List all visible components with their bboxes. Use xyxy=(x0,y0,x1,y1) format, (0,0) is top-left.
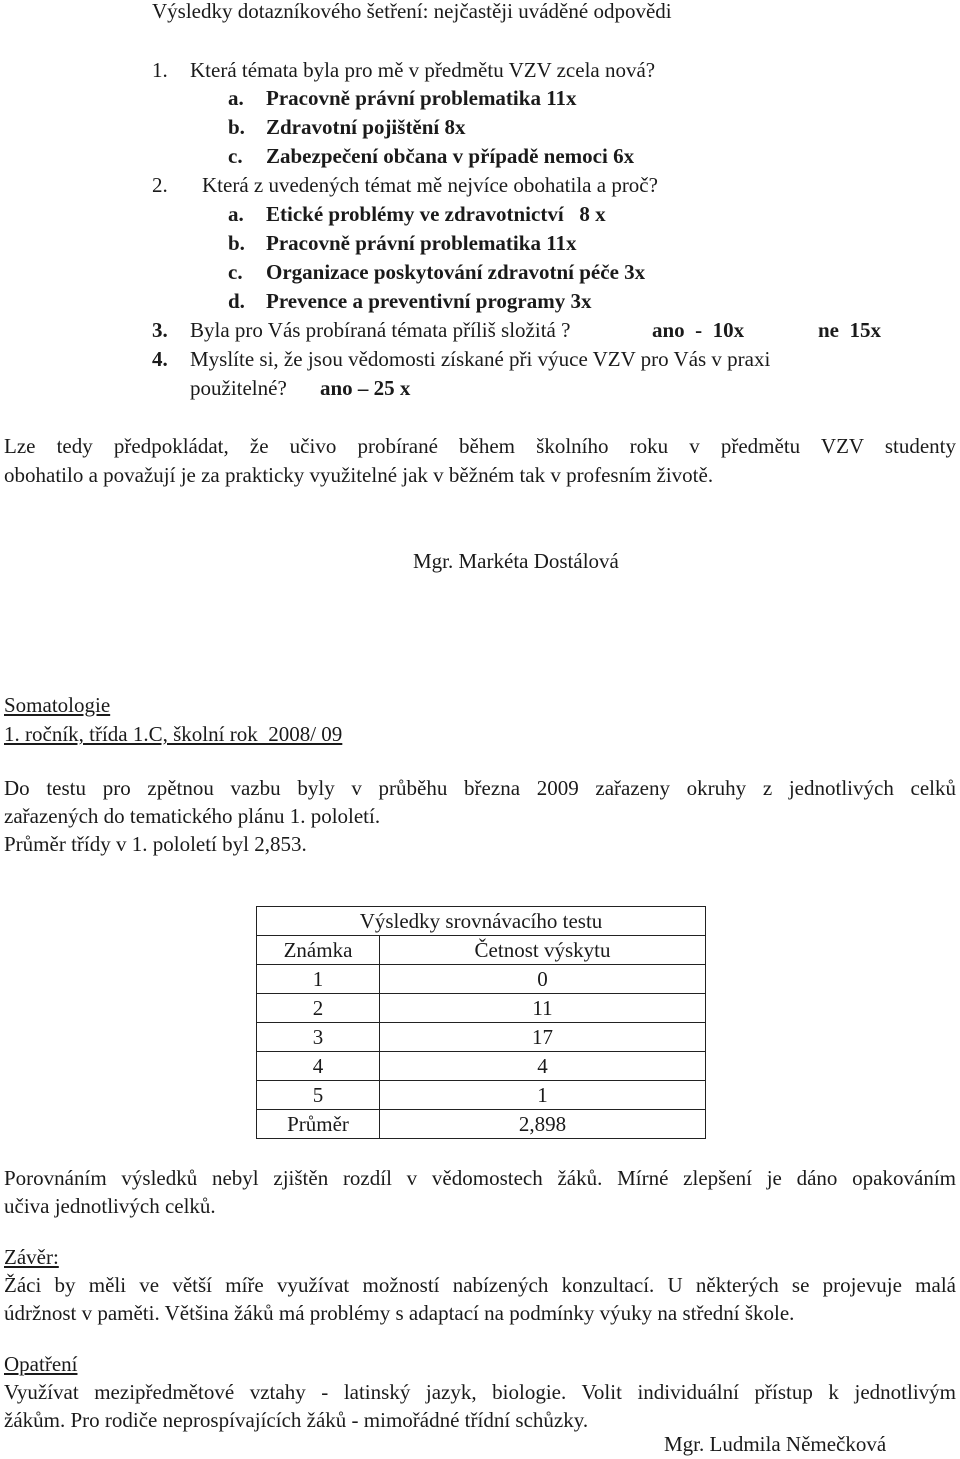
survey-heading: Výsledky dotazníkového šetření: nejčastěji uváděné odpovědi xyxy=(152,0,672,23)
table-cell-grade: 1 xyxy=(257,965,380,994)
question-3-answer-no: ne 15x xyxy=(818,318,881,342)
somatologie-intro-line1: Do testu pro zpětnou vazbu byly v průběhu března 2009 zařazeny okruhy z jednotlivých celků xyxy=(4,776,956,800)
somatologie-title: Somatologie xyxy=(4,693,111,717)
table-cell-grade: 4 xyxy=(257,1052,380,1081)
q2-answer-b-letter: b. xyxy=(228,231,245,255)
table-cell-average-label: Průměr xyxy=(257,1110,380,1139)
comparison-line1: Porovnáním výsledků nebyl zjištěn rozdíl v vědomostech žáků. Mírné zlepšení je dáno opakováním xyxy=(4,1166,956,1190)
somatologie-author: Mgr. Ludmila Němečková xyxy=(664,1432,887,1456)
table-cell-grade: 3 xyxy=(257,1023,380,1052)
opatreni-title: Opatření xyxy=(4,1352,78,1376)
results-table-header-frequency: Četnost výskytu xyxy=(380,936,706,965)
q2-answer-c: Organizace poskytování zdravotní péče 3x xyxy=(266,260,646,284)
opatreni-line2: žákům. Pro rodiče neprospívajících žáků - mimořádné třídní schůzky. xyxy=(4,1408,589,1432)
question-2-number: 2. xyxy=(152,173,168,197)
table-row xyxy=(257,994,706,1023)
question-3-text: Byla pro Vás probíraná témata příliš složitá ? xyxy=(190,318,571,342)
question-1-number: 1. xyxy=(152,58,168,82)
q2-answer-c-letter: c. xyxy=(228,260,243,284)
question-3-answer-yes: ano - 10x xyxy=(652,318,745,342)
zaver-line1: Žáci by měli ve větší míře využívat možností nabízených konzultací. U některých se projevuje malá xyxy=(4,1273,956,1297)
table-row xyxy=(257,965,706,994)
somatologie-average-text: Průměr třídy v 1. pololetí byl 2,853. xyxy=(4,832,307,856)
question-1-text: Která témata byla pro mě v předmětu VZV zcela nová? xyxy=(190,58,656,82)
table-cell-grade: 5 xyxy=(257,1081,380,1110)
results-table xyxy=(256,906,706,1139)
question-4-answer: ano – 25 x xyxy=(320,376,411,400)
table-cell-frequency: 0 xyxy=(380,965,706,994)
q1-answer-b: Zdravotní pojištění 8x xyxy=(266,115,466,139)
q2-answer-d: Prevence a preventivní programy 3x xyxy=(266,289,592,313)
comparison-line2: učiva jednotlivých celků. xyxy=(4,1194,216,1218)
table-row xyxy=(257,1052,706,1081)
zaver-title: Závěr: xyxy=(4,1245,59,1269)
survey-conclusion-line1: Lze tedy předpokládat, že učivo probírané během školního roku v předmětu VZV studenty xyxy=(4,434,956,458)
somatologie-intro-line2: zařazených do tematického plánu 1. pololetí. xyxy=(4,804,381,828)
results-table-header-row xyxy=(257,936,706,965)
opatreni-line1: Využívat mezipředmětové vztahy - latinský jazyk, biologie. Volit individuální přístup k jednotlivým xyxy=(4,1380,956,1404)
results-table-header-grade: Známka xyxy=(257,936,380,965)
q2-answer-b: Pracovně právní problematika 11x xyxy=(266,231,577,255)
table-row xyxy=(257,1023,706,1052)
q2-answer-a-letter: a. xyxy=(228,202,244,226)
survey-author: Mgr. Markéta Dostálová xyxy=(413,549,619,573)
table-row-average xyxy=(257,1110,706,1139)
table-cell-grade: 2 xyxy=(257,994,380,1023)
results-table-title: Výsledky srovnávacího testu xyxy=(257,907,706,936)
question-4-text-line2: použitelné? xyxy=(190,376,287,400)
q1-answer-c: Zabezpečení občana v případě nemoci 6x xyxy=(266,144,635,168)
question-3-number: 3. xyxy=(152,318,168,342)
table-row xyxy=(257,1081,706,1110)
zaver-line2: údržnost v paměti. Většina žáků má problémy s adaptací na podmínky výuky na střední škole. xyxy=(4,1301,795,1325)
question-4-text-line1: Myslíte si, že jsou vědomosti získané při výuce VZV pro Vás v praxi xyxy=(190,347,771,371)
question-4-number: 4. xyxy=(152,347,168,371)
table-cell-frequency: 1 xyxy=(380,1081,706,1110)
table-cell-average-value: 2,898 xyxy=(380,1110,706,1139)
q1-answer-c-letter: c. xyxy=(228,144,243,168)
somatologie-class-info: 1. ročník, třída 1.C, školní rok 2008/ 09 xyxy=(4,722,343,746)
q2-answer-d-letter: d. xyxy=(228,289,245,313)
q2-answer-a: Etické problémy ve zdravotnictví 8 x xyxy=(266,202,606,226)
survey-conclusion-line2: obohatilo a považují je za prakticky využitelné jak v běžném tak v profesním životě. xyxy=(4,463,714,487)
table-cell-frequency: 4 xyxy=(380,1052,706,1081)
q1-answer-b-letter: b. xyxy=(228,115,245,139)
question-2-text: Která z uvedených témat mě nejvíce obohatila a proč? xyxy=(202,173,658,197)
results-table-title-row xyxy=(257,907,706,936)
q1-answer-a-letter: a. xyxy=(228,86,244,110)
q1-answer-a: Pracovně právní problematika 11x xyxy=(266,86,577,110)
table-cell-frequency: 11 xyxy=(380,994,706,1023)
table-cell-frequency: 17 xyxy=(380,1023,706,1052)
